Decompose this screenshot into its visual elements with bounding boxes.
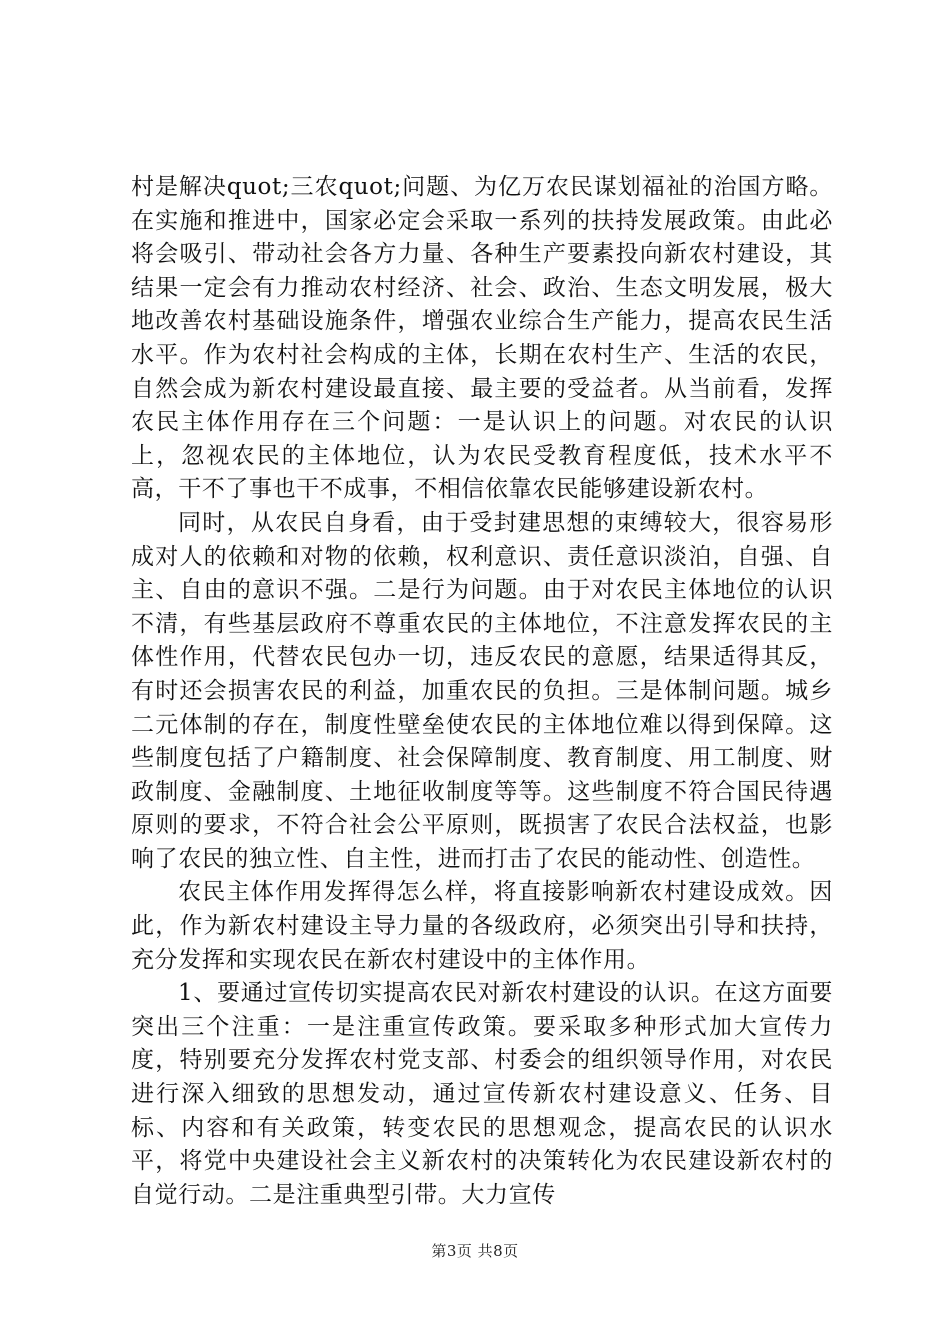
document-body bbox=[131, 171, 833, 1212]
paragraph-4: 1、要通过宣传切实提高农民对新农村建设的认识。在这方面要突出三个注重：一是注重宣传政策。要采取多种形式加大宣传力度，特别要充分发挥农村党支部、村委会的组织领导作用，对农民进行深入细致的思想发动，通过宣传新农村建设意义、任务、目标、内容和有关政策，转变农民的思想观念，提高农民的认识水平，将党中央建设社会主义新农村的决策转化为农民建设新农村的自觉行动。二是注重典型引带。大力宣传 bbox=[131, 980, 833, 1208]
paragraph-3: 农民主体作用发挥得怎么样，将直接影响新农村建设成效。因此，作为新农村建设主导力量的各级政府，必须突出引导和扶持，充分发挥和实现农民在新农村建设中的主体作用。 bbox=[131, 879, 833, 973]
page-number-footer: 第3页 共8页 bbox=[431, 1242, 519, 1260]
paragraph-2: 同时，从农民自身看，由于受封建思想的束缚较大，很容易形成对人的依赖和对物的依赖，权利意识、责任意识淡泊，自强、自主、自由的意识不强。二是行为问题。由于对农民主体地位的认识不清，有些基层政府不尊重农民的主体地位，不注意发挥农民的主体性作用，代替农民包办一切，违反农民的意愿，结果适得其反，有时还会损害农民的利益，加重农民的负担。三是体制问题。城乡二元体制的存在，制度性壁垒使农民的主体地位难以得到保障。这些制度包括了户籍制度、社会保障制度、教育制度、用工制度、财政制度、金融制度、土地征收制度等等。这些制度不符合国民待遇原则的要求，不符合社会公平原则，既损害了农民合法权益，也影响了农民的独立性、自主性，进而打击了农民的能动性、创造性。 bbox=[131, 509, 833, 872]
paragraph-1: 村是解决quot;三农quot;问题、为亿万农民谋划福祉的治国方略。在实施和推进中，国家必定会采取一系列的扶持发展政策。由此必将会吸引、带动社会各方力量、各种生产要素投向新农村建设，其结果一定会有力推动农村经济、社会、政治、生态文明发展，极大地改善农村基础设施条件，增强农业综合生产能力，提高农民生活水平。作为农村社会构成的主体，长期在农村生产、生活的农民，自然会成为新农村建设最直接、最主要的受益者。从当前看，发挥农民主体作用存在三个问题：一是认识上的问题。对农民的认识上，忽视农民的主体地位，认为农民受教育程度低，技术水平不高，干不了事也干不成事，不相信依靠农民能够建设新农村。 bbox=[131, 174, 833, 503]
